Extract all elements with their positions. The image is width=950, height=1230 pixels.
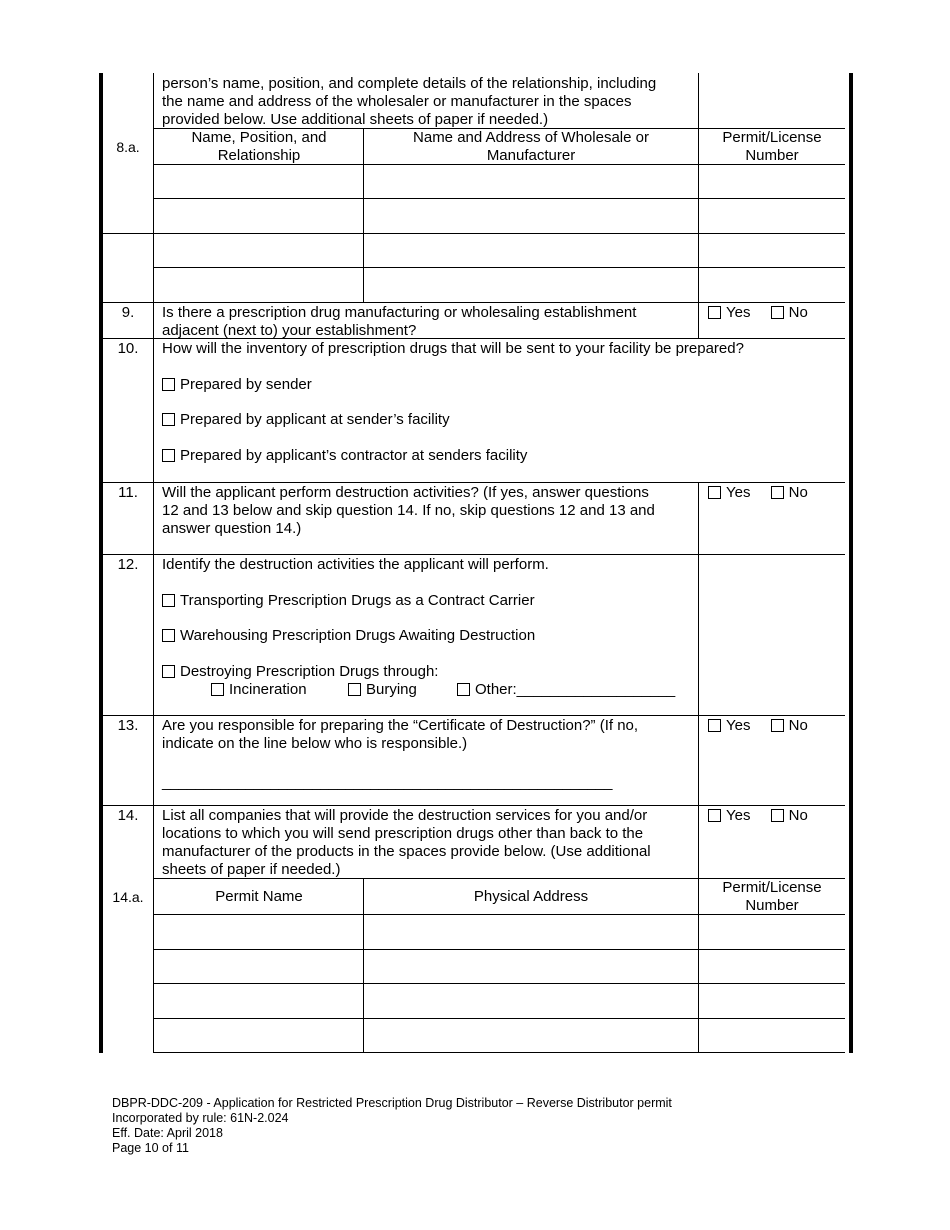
table-cell-input[interactable]	[699, 165, 844, 198]
table-cell-input[interactable]	[364, 915, 698, 949]
option-label: Prepared by applicant’s contractor at senders facility	[180, 447, 528, 464]
yes-label: Yes	[726, 304, 751, 321]
rule	[363, 128, 364, 302]
option-prepared-by-contractor[interactable]	[162, 447, 527, 465]
question-number: 12.	[117, 556, 139, 573]
question-number: 14.	[117, 807, 139, 824]
option-label: Incineration	[229, 681, 307, 698]
question-number: 10.	[117, 340, 139, 357]
column-header: Permit/License Number	[722, 129, 822, 164]
rule	[153, 1018, 845, 1019]
question-text: Will the applicant perform destruction activities? (If yes, answer questions	[162, 484, 649, 501]
yes-no-group	[708, 484, 808, 502]
rule	[363, 878, 364, 1053]
option-prepared-by-applicant[interactable]	[162, 411, 450, 429]
intro-text-line: the name and address of the wholesaler or manufacturer in the spaces	[162, 93, 632, 110]
question-text: How will the inventory of prescription drugs that will be sent to your facility be prepared?	[162, 340, 744, 357]
question-text: answer question 14.)	[162, 520, 302, 537]
checkbox[interactable]	[162, 449, 175, 462]
question-number: 14.a.	[112, 889, 144, 905]
rule	[103, 302, 845, 303]
sub-option-other[interactable]	[457, 681, 675, 699]
no-option[interactable]	[771, 304, 808, 322]
yes-no-group	[708, 304, 808, 322]
column-header: Name, Position, and Relationship	[191, 129, 327, 164]
question-number: 11.	[118, 484, 138, 501]
rule	[153, 983, 845, 984]
rule	[698, 73, 699, 339]
checkbox[interactable]	[211, 683, 224, 696]
rule	[103, 805, 845, 806]
checkbox[interactable]	[457, 683, 470, 696]
option-label: Destroying Prescription Drugs through:	[180, 663, 439, 680]
sub-option-burying[interactable]	[348, 681, 417, 699]
no-option[interactable]	[771, 717, 808, 735]
rule	[103, 482, 845, 483]
table-cell-input[interactable]	[154, 915, 363, 949]
question-text: locations to which you will send prescription drugs other than back to the	[162, 825, 644, 842]
footer	[112, 1096, 672, 1156]
option-label: Burying	[366, 681, 417, 698]
yes-option[interactable]	[708, 717, 750, 735]
yes-no-group	[708, 807, 808, 825]
table-cell-input[interactable]	[154, 165, 363, 198]
no-option[interactable]	[771, 807, 808, 825]
question-text: Are you responsible for preparing the “Certificate of Destruction?” (If no,	[162, 717, 639, 734]
sub-option-incineration[interactable]	[211, 681, 307, 699]
rule	[103, 233, 845, 234]
no-label: No	[788, 304, 808, 321]
option-label: Transporting Prescription Drugs as a Contract Carrier	[180, 592, 535, 609]
question-number: 9.	[121, 304, 135, 321]
responsible-party-blank[interactable]: ______________________________________________________	[162, 774, 613, 791]
option-transporting[interactable]	[162, 592, 535, 610]
checkbox[interactable]	[708, 719, 721, 732]
checkbox[interactable]	[162, 594, 175, 607]
footer-rule: Incorporated by rule: 61N-2.024	[112, 1111, 289, 1125]
no-label: No	[788, 717, 808, 734]
question-text: Identify the destruction activities the applicant will perform.	[162, 556, 549, 573]
column-header: Permit Name	[215, 888, 303, 905]
checkbox[interactable]	[162, 629, 175, 642]
checkbox[interactable]	[771, 306, 784, 319]
yes-option[interactable]	[708, 807, 750, 825]
checkbox[interactable]	[348, 683, 361, 696]
rule	[103, 554, 845, 555]
column-header: Permit/License Number	[722, 879, 822, 914]
column-header: Physical Address	[473, 888, 589, 905]
yes-label: Yes	[726, 717, 751, 734]
rule	[698, 482, 699, 879]
checkbox[interactable]	[708, 306, 721, 319]
yes-option[interactable]	[708, 484, 750, 502]
option-label: Other:___________________	[475, 681, 676, 698]
rule	[153, 198, 845, 199]
footer-form-title: DBPR-DDC-209 - Application for Restricted Prescription Drug Distributor – Reverse Distributor permit	[112, 1096, 672, 1110]
option-label: Warehousing Prescription Drugs Awaiting Destruction	[180, 627, 536, 644]
question-text: adjacent (next to) your establishment?	[162, 322, 417, 339]
no-label: No	[788, 484, 808, 501]
rule	[698, 878, 699, 1053]
option-destroying[interactable]	[162, 663, 438, 681]
rule	[153, 949, 845, 950]
yes-label: Yes	[726, 807, 751, 824]
no-option[interactable]	[771, 484, 808, 502]
question-text: Is there a prescription drug manufacturing or wholesaling establishment	[162, 304, 637, 321]
question-text: indicate on the line below who is responsible.)	[162, 735, 468, 752]
footer-page-number: Page 10 of 11	[112, 1141, 189, 1155]
footer-eff-date: Eff. Date: April 2018	[112, 1126, 223, 1140]
checkbox[interactable]	[708, 809, 721, 822]
yes-option[interactable]	[708, 304, 750, 322]
checkbox[interactable]	[771, 809, 784, 822]
rule	[153, 73, 154, 1053]
intro-text-line: provided below. Use additional sheets of paper if needed.)	[162, 111, 549, 128]
checkbox[interactable]	[771, 486, 784, 499]
rule	[153, 1052, 845, 1053]
checkbox[interactable]	[771, 719, 784, 732]
no-label: No	[788, 807, 808, 824]
table-cell-input[interactable]	[699, 915, 844, 949]
yes-label: Yes	[726, 484, 751, 501]
checkbox[interactable]	[708, 486, 721, 499]
question-number: 8.a.	[116, 139, 140, 155]
question-text: 12 and 13 below and skip question 14. If no, skip questions 12 and 13 and	[162, 502, 655, 519]
question-text: List all companies that will provide the destruction services for you and/or	[162, 807, 648, 824]
checkbox[interactable]	[162, 378, 175, 391]
question-text: sheets of paper if needed.)	[162, 861, 341, 878]
question-number: 13.	[117, 717, 139, 734]
column-header: Name and Address of Wholesale or Manufacturer	[413, 129, 649, 164]
checkbox[interactable]	[162, 413, 175, 426]
rule	[103, 715, 845, 716]
intro-text-line: person’s name, position, and complete details of the relationship, including	[162, 75, 657, 92]
checkbox[interactable]	[162, 665, 175, 678]
option-warehousing[interactable]	[162, 627, 535, 645]
option-label: Prepared by sender	[180, 376, 312, 393]
yes-no-group	[708, 717, 808, 735]
option-prepared-by-sender[interactable]	[162, 376, 312, 394]
table-cell-input[interactable]	[364, 165, 698, 198]
question-text: manufacturer of the products in the spaces provide below. (Use additional	[162, 843, 651, 860]
option-label: Prepared by applicant at sender’s facility	[180, 411, 450, 428]
rule	[153, 267, 845, 268]
